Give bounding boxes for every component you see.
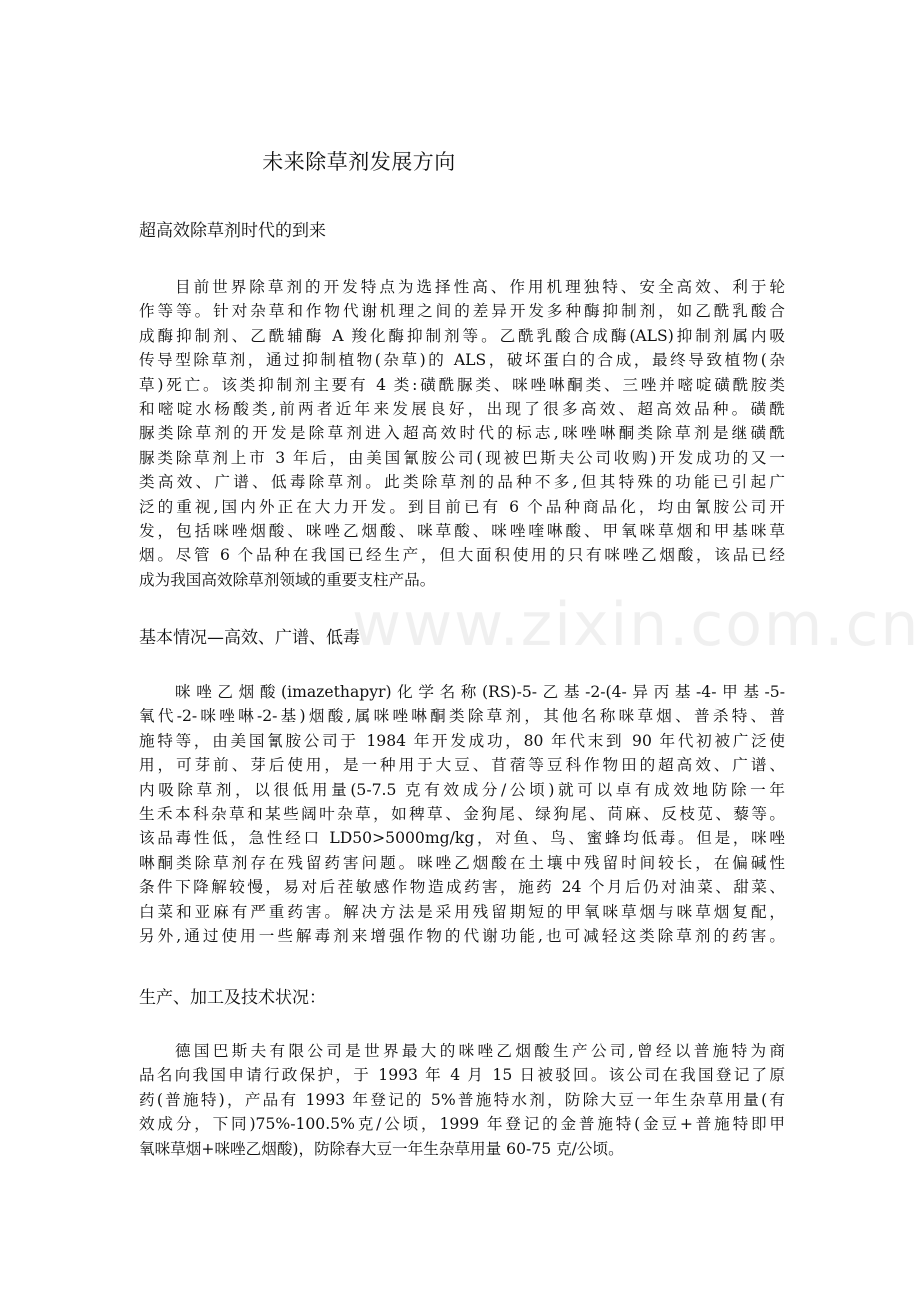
paragraph-line: 成为我国高效除草剂领域的重要支柱产品。 — [139, 570, 436, 589]
paragraph-line: 发，包括咪唑烟酸、咪唑乙烟酸、咪草酸、咪唑喹啉酸、甲氧咪草烟和甲基咪草 — [139, 522, 785, 541]
paragraph-line: 条件下降解较慢，易对后茬敏感作物造成药害，施药 24 个月后仍对油菜、甜菜、 — [139, 878, 785, 897]
paragraph-line: 草)死亡。该类抑制剂主要有 4 类:磺酰脲类、咪唑啉酮类、三唑并嘧啶磺酰胺类 — [139, 375, 785, 394]
section-heading-1: 超高效除草剂时代的到来 — [139, 221, 326, 241]
paragraph-line: 泛的重视,国内外正在大力开发。到目前已有 6 个品种商品化，均由氰胺公司开 — [139, 497, 785, 516]
paragraph-line: 氧代-2-咪唑啉-2-基)烟酸,属咪唑啉酮类除草剂，其他名称咪草烟、普杀特、普 — [139, 707, 785, 726]
paragraph-line: 啉酮类除草剂存在残留药害问题。咪唑乙烟酸在土壤中残留时间较长，在偏碱性 — [139, 853, 785, 872]
paragraph-line: 用，可芽前、芽后使用，是一种用于大豆、苜蓿等豆科作物田的超高效、广谱、 — [139, 756, 785, 775]
paragraph-line: 另外,通过使用一些解毒剂来增强作物的代谢功能,也可减轻这类除草剂的药害。 — [139, 927, 785, 946]
paragraph-line: 脲类除草剂上市 3 年后，由美国氰胺公司(现被巴斯夫公司收购)开发成功的又一 — [139, 448, 785, 467]
paragraph-line: 生禾本科杂草和某些阔叶杂草，如稗草、金狗尾、绿狗尾、苘麻、反枝苋、藜等。 — [139, 805, 785, 824]
paragraph-line: 施特等，由美国氰胺公司于 1984 年开发成功，80 年代末到 90 年代初被广泛使 — [139, 731, 785, 750]
paragraph-line: 药(普施特)，产品有 1993 年登记的 5%普施特水剂，防除大豆一年生杂草用量(有 — [139, 1090, 785, 1109]
paragraph-line: 氧咪草烟+咪唑乙烟酸)，防除春大豆一年生杂草用量 60-75 克/公顷。 — [139, 1139, 624, 1158]
section-paragraph-1 — [139, 275, 785, 592]
paragraph-line: 效成分，下同)75%-100.5%克/公顷，1999 年登记的金普施特(金豆+普施特即甲 — [139, 1115, 785, 1134]
paragraph-line: 白菜和亚麻有严重药害。解决方法是采用残留期短的甲氧咪草烟与咪草烟复配， — [139, 902, 785, 921]
section-heading-2: 基本情况—高效、广谱、低毒 — [139, 628, 360, 648]
paragraph-line: 内吸除草剂，以很低用量(5-7.5 克有效成分/公顷)就可以卓有成效地防除一年 — [139, 780, 785, 799]
paragraph-line: 类高效、广谱、低毒除草剂。此类除草剂的品种不多,但其特殊的功能已引起广 — [139, 473, 785, 492]
paragraph-line: 作等等。针对杂草和作物代谢机理之间的差异开发多种酶抑制剂，如乙酰乳酸合 — [139, 302, 785, 321]
paragraph-line: 该品毒性低，急性经口 LD50>5000mg/kg，对鱼、鸟、蜜蜂均低毒。但是，咪唑 — [139, 829, 785, 848]
paragraph-line: 德国巴斯夫有限公司是世界最大的咪唑乙烟酸生产公司,曾经以普施特为商 — [175, 1042, 785, 1060]
paragraph-line: 和嘧啶水杨酸类,前两者近年来发展良好，出现了很多高效、超高效品种。磺酰 — [139, 400, 785, 419]
page-title: 未来除草剂发展方向 — [262, 150, 456, 174]
paragraph-line: 品名向我国申请行政保护，于 1993 年 4 月 15 日被驳回。该公司在我国登记了原 — [139, 1066, 785, 1085]
paragraph-line: 目前世界除草剂的开发特点为选择性高、作用机理独特、安全高效、利于轮 — [175, 278, 785, 296]
section-paragraph-2 — [139, 680, 785, 948]
section-paragraph-3 — [139, 1039, 785, 1161]
paragraph-line: 传导型除草剂，通过抑制植物(杂草)的 ALS，破坏蛋白的合成，最终导致植物(杂 — [139, 351, 785, 370]
paragraph-line: 咪唑乙烟酸(imazethapyr)化学名称(RS)-5-乙基-2-(4-异丙基-4-甲基-5- — [175, 683, 785, 701]
paragraph-line: 成酶抑制剂、乙酰辅酶 A 羧化酶抑制剂等。乙酰乳酸合成酶(ALS)抑制剂属内吸 — [139, 326, 785, 345]
section-heading-3: 生产、加工及技术状况： — [139, 988, 326, 1008]
paragraph-line: 脲类除草剂的开发是除草剂进入超高效时代的标志,咪唑啉酮类除草剂是继磺酰 — [139, 424, 785, 443]
watermark-text: www.zixin.com.cn — [352, 590, 920, 660]
paragraph-line: 烟。尽管 6 个品种在我国已经生产，但大面积使用的只有咪唑乙烟酸，该品已经 — [139, 546, 785, 565]
